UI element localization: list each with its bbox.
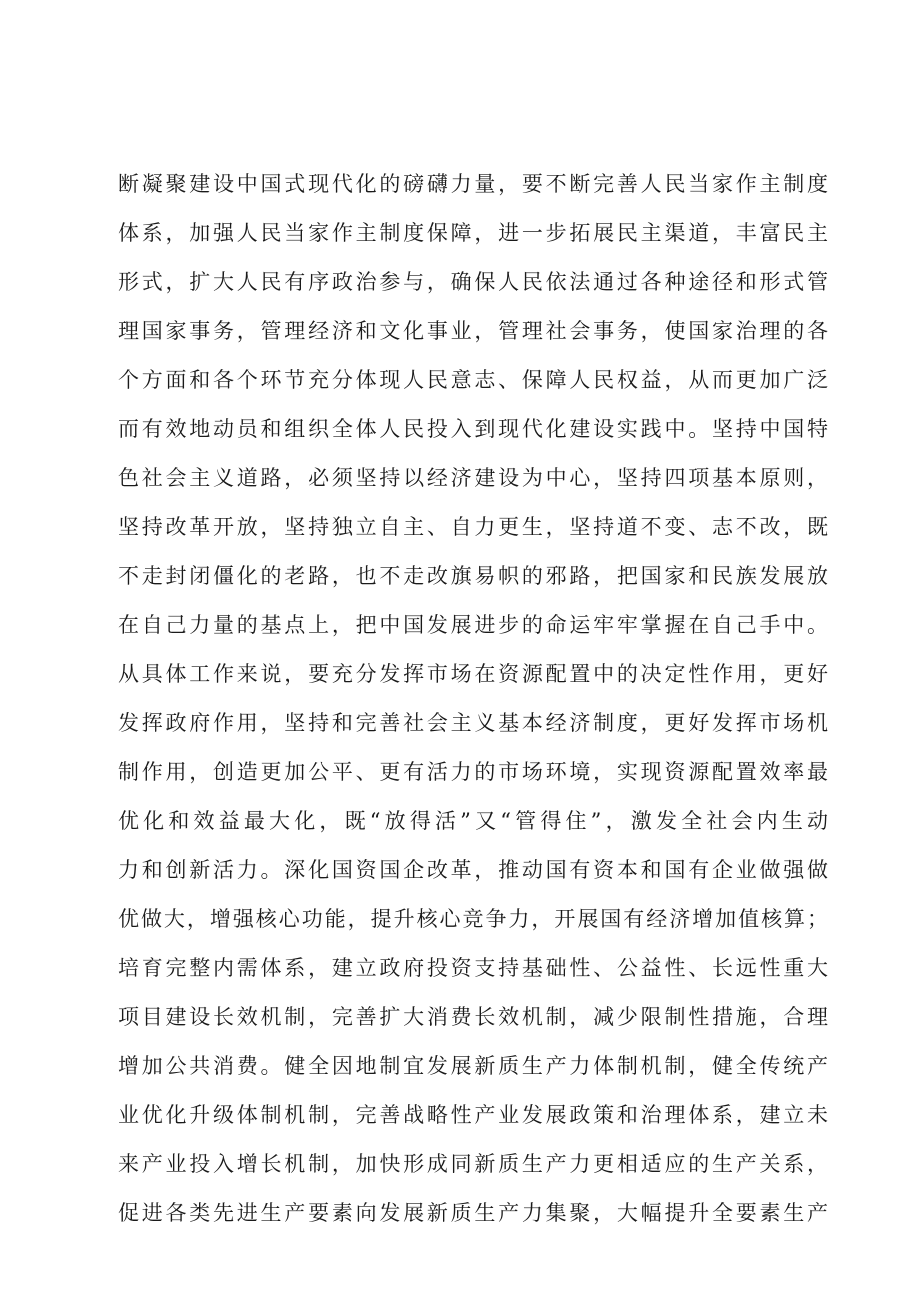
- body-paragraph: [118, 160, 828, 1238]
- text-line: 优做大，增强核心功能，提升核心竞争力，开展国有经济增加值核算；: [118, 907, 828, 931]
- text-line: 坚持改革开放，坚持独立自主、自力更生，坚持道不变、志不改，既: [118, 515, 828, 539]
- text-line: 优化和效益最大化，既“放得活”又“管得住”，激发全社会内生动: [118, 809, 828, 833]
- text-line: 理国家事务，管理经济和文化事业，管理社会事务，使国家治理的各: [118, 319, 828, 343]
- text-line: 而有效地动员和组织全体人民投入到现代化建设实践中。坚持中国特: [118, 417, 828, 441]
- text-line: 从具体工作来说，要充分发挥市场在资源配置中的决定性作用，更好: [118, 662, 828, 686]
- text-line: 色社会主义道路，必须坚持以经济建设为中心，坚持四项基本原则，: [118, 466, 828, 490]
- text-line: 业优化升级体制机制，完善战略性产业发展政策和治理体系，建立未: [118, 1103, 828, 1127]
- text-line: 力和创新活力。深化国资国企改革，推动国有资本和国有企业做强做: [118, 858, 828, 882]
- text-line: 个方面和各个环节充分体现人民意志、保障人民权益，从而更加广泛: [118, 368, 828, 392]
- text-line: 不走封闭僵化的老路，也不走改旗易帜的邪路，把国家和民族发展放: [118, 564, 828, 588]
- text-line: 形式，扩大人民有序政治参与，确保人民依法通过各种途径和形式管: [118, 270, 828, 294]
- text-line: 促进各类先进生产要素向发展新质生产力集聚，大幅提升全要素生产: [118, 1201, 828, 1225]
- text-line: 增加公共消费。健全因地制宜发展新质生产力体制机制，健全传统产: [118, 1054, 828, 1078]
- text-line: 制作用，创造更加公平、更有活力的市场环境，实现资源配置效率最: [118, 760, 828, 784]
- text-line: 培育完整内需体系，建立政府投资支持基础性、公益性、长远性重大: [118, 956, 828, 980]
- text-line: 体系，加强人民当家作主制度保障，进一步拓展民主渠道，丰富民主: [118, 221, 828, 245]
- text-line: 断凝聚建设中国式现代化的磅礴力量，要不断完善人民当家作主制度: [118, 172, 828, 196]
- text-line: 项目建设长效机制，完善扩大消费长效机制，减少限制性措施，合理: [118, 1005, 828, 1029]
- text-line: 发挥政府作用，坚持和完善社会主义基本经济制度，更好发挥市场机: [118, 711, 828, 735]
- text-line: 在自己力量的基点上，把中国发展进步的命运牢牢掌握在自己手中。: [118, 613, 828, 637]
- text-line: 来产业投入增长机制，加快形成同新质生产力更相适应的生产关系，: [118, 1152, 828, 1176]
